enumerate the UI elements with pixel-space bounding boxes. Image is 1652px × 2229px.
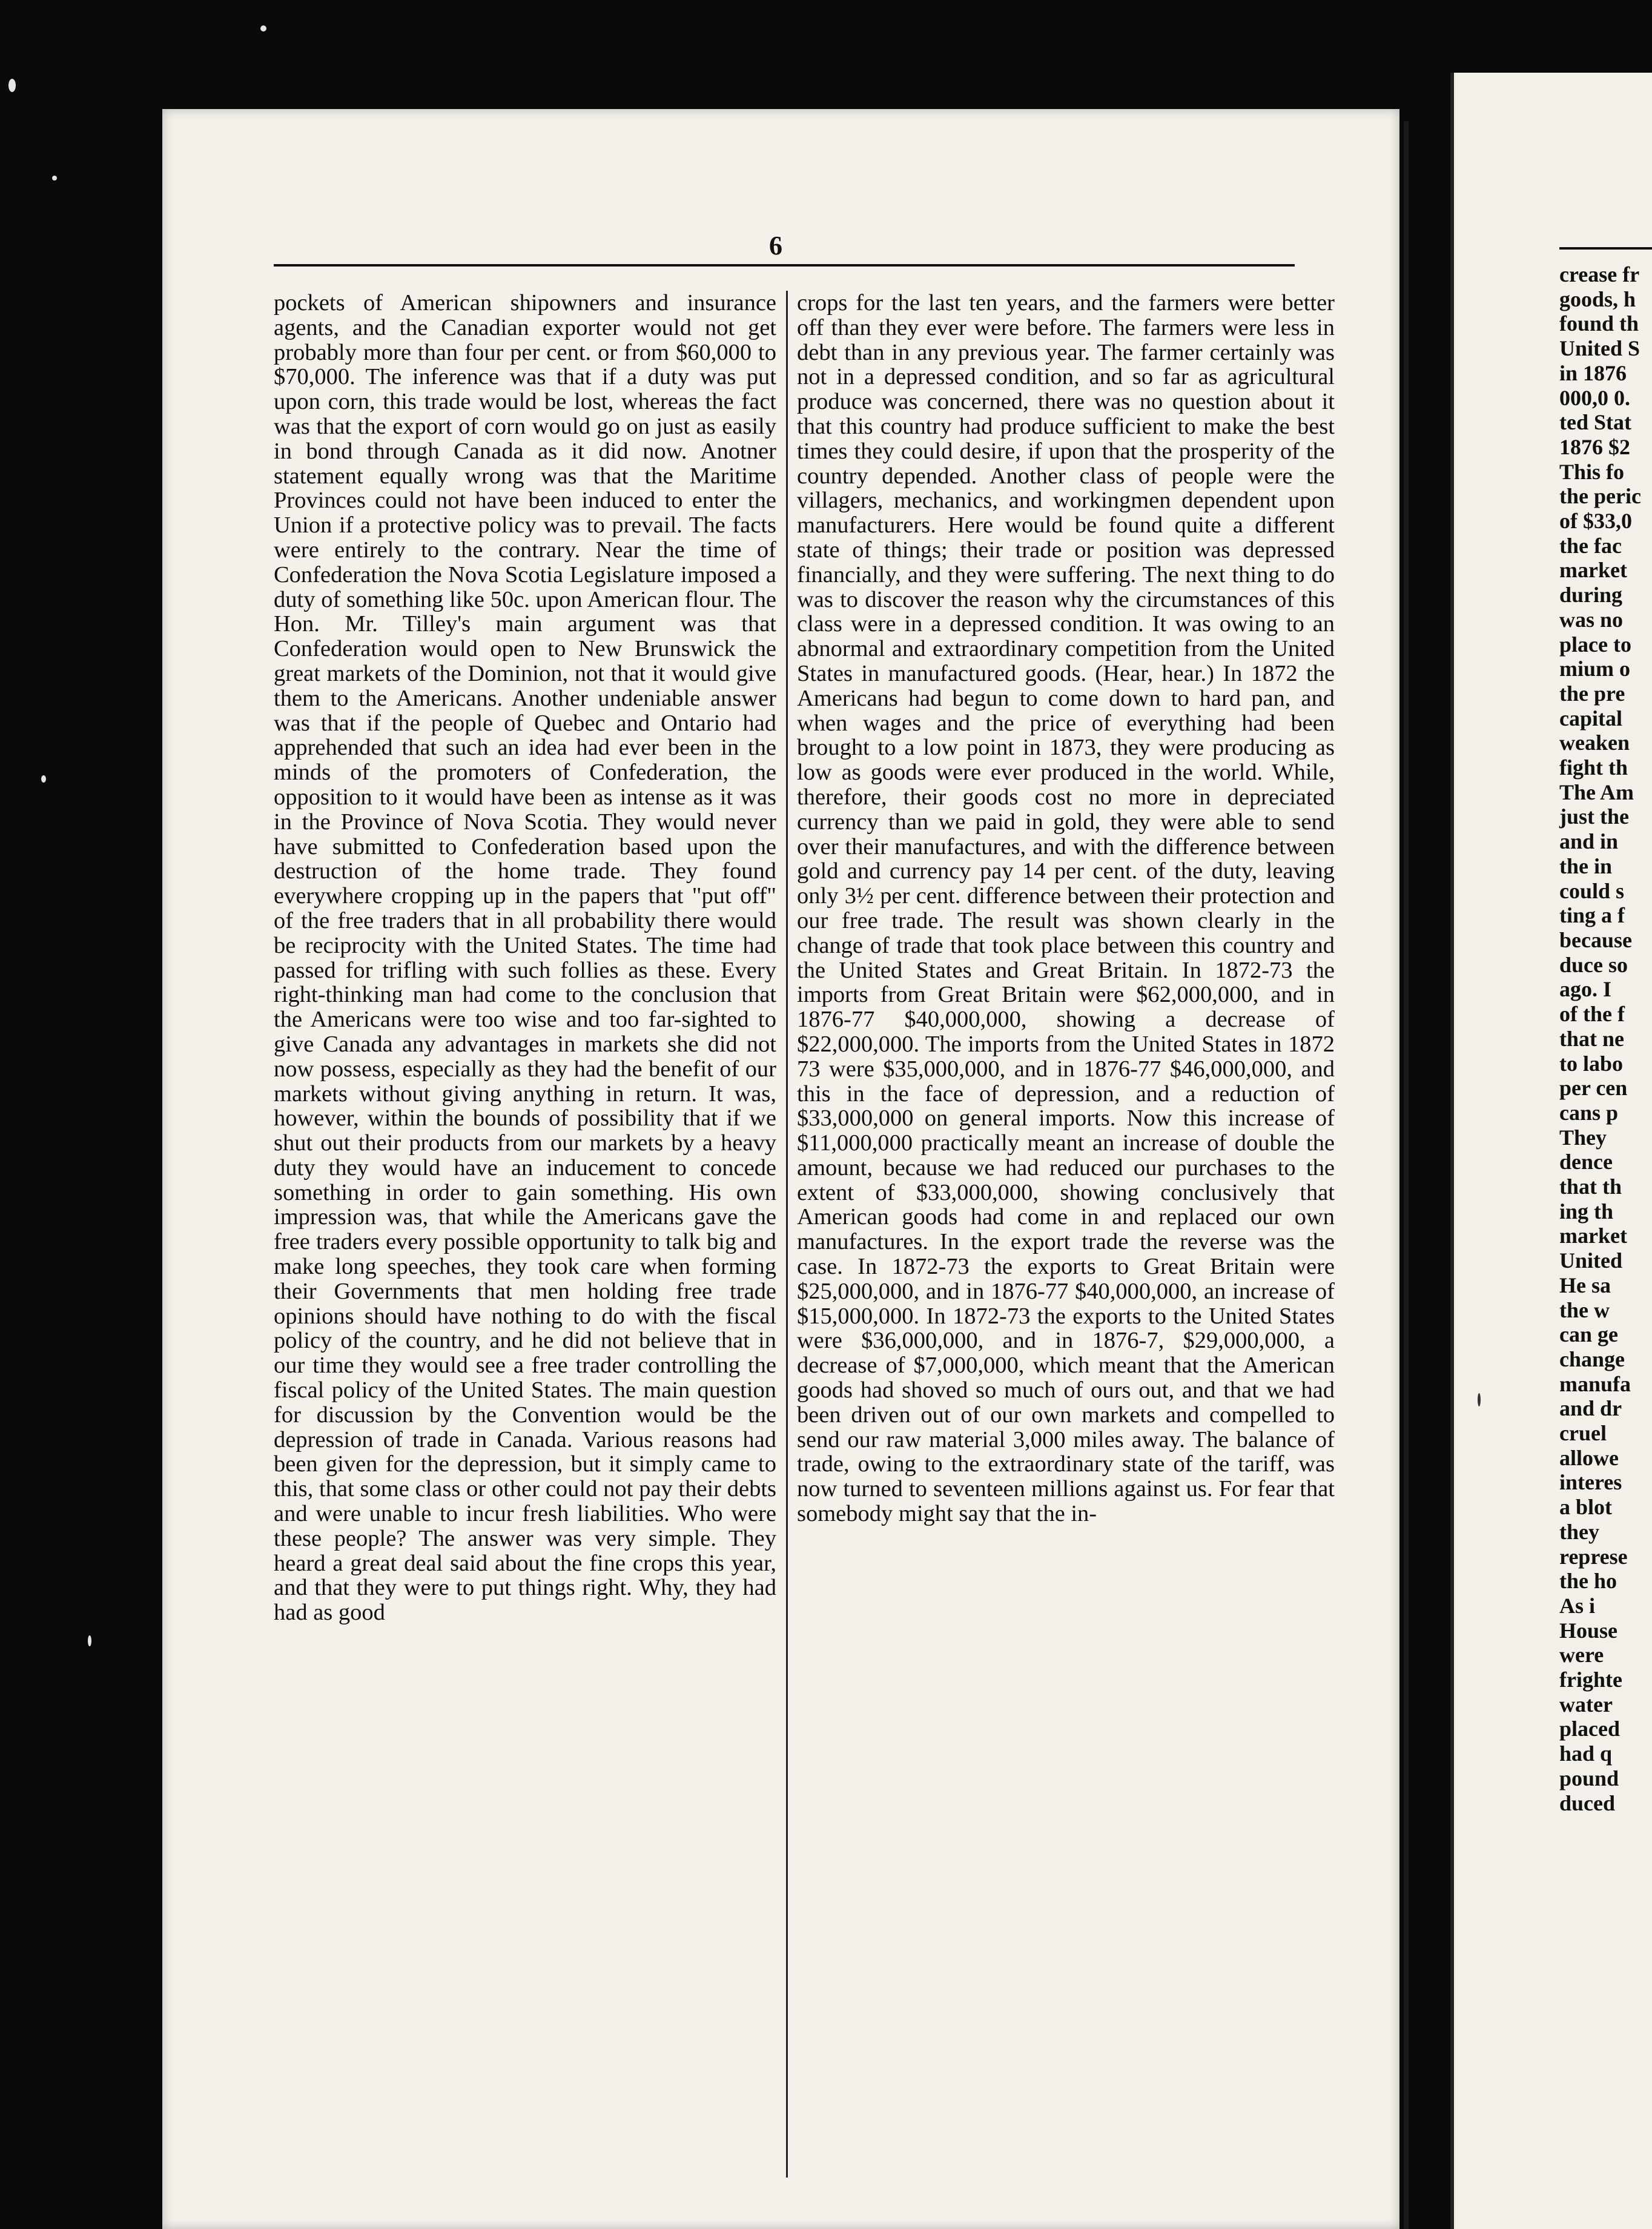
next-page-line: dence bbox=[1559, 1150, 1613, 1174]
next-page-line: market bbox=[1559, 558, 1627, 583]
next-page-line: could s bbox=[1559, 878, 1625, 903]
next-page-line: the ho bbox=[1559, 1569, 1617, 1594]
next-page-line: they bbox=[1559, 1519, 1599, 1544]
next-page-line: were bbox=[1559, 1643, 1604, 1668]
text-column-right: crops for the last ten years, and the farmers were better off than they ever were before. The farmers were less in debt than in any previous year. The farmer certainly was not in a depressed condition, and so far as agricultural produce was concerned, there was no question about it that this country had produce sufficient to make the best times they could desire, if upon that the prosperity of the country depended. Another class of people were the villagers, mechanics, and workingmen dependent upon manufacturers. Here would be found quite a different state of things; their trade or position was depressed financially, and they were suffering. The next thing to do was to discover the reason why the circumstances of this class were in a depressed condition. It was owing to an abnormal and extraordinary competition from the United States in manufactured goods. (Hear, hear.) In 1872 the Americans had begun to come down to hard pan, and when wages and the price of everything had been brought to a low point in 1873, they were producing as low as goods were ever produced in the world. While, therefore, their goods cost no more in depreciated currency than we paid in gold, they were able to send over their manufactures, and with the difference between gold and currency pay 14 per cent. of the duty, leaving only 3½ per cent. difference between their protection and our free trade. The result was shown clearly in the change of trade that took place between this country and the United States and Great Britain. In 1872-73 the imports from Great Britain were $62,000,000, and in 1876-77 $40,000,000, showing a decrease of $22,000,000. The imports from the United States in 1872 73 were $35,000,000, and in 1876-77 $46,000,000, and this in the face of depression, and a reduction of $33,000,000 on general imports. Now this increase of $11,000,000 practically meant an increase of double the amount, because we had reduced our purchases to the extent of $33,000,000, showing conclusively that American goods had come in and replaced our own manufactures. In the export trade the reverse was the case. In 1872-73 the exports to Great Britain were $25,000,000, and in 1876-77 $40,000,000, an increase of $15,000,000. In 1872-73 the exports to the United States were $36,000,000, and in 1876-7, $29,000,000, a decrease of $7,000,000, which meant that the American goods had shoved so much of ours out, and that we had been driven out of our own markets and compelled to send our raw material 3,000 miles away. The balance of trade, owing to the extraordinary state of the tariff, was now turned to seventeen millions against us. For fear that somebody might say that the in- bbox=[797, 290, 1335, 1527]
scan-speck bbox=[52, 176, 57, 181]
next-page-line: placed bbox=[1559, 1717, 1621, 1741]
text-column-left: pockets of American shipowners and insurance agents, and the Canadian exporter would not get probably more than four per cent. or from $60,000 to $70,000. The inference was that if a duty was put upon corn, this trade would be lost, whereas the fact was that the export of corn would go on just as easily in bond through Canada as it did now. Anotner statement equally wrong was that the Maritime Provinces could not have been induced to enter the Union if a protective policy was to prevail. The facts were entirely to the contrary. Near the time of Confederation the Nova Scotia Legislature imposed a duty of something like 50c. upon American flour. The Hon. Mr. Tilley's main argument was that Confederation would open to New Brunswick the great markets of the Dominion, not that it would give them to the Americans. Another undeniable answer was that if the people of Quebec and Ontario had apprehended that such an idea had ever been in the minds of the promoters of Confederation, the opposition to it would have been as intense as it was in the Province of Nova Scotia. They would never have submitted to Confederation based upon the destruction of the home trade. They found everywhere cropping up in the papers that "put off" of the free traders that in all probability there would be reciprocity with the United States. The time had passed for trifling with such follies as these. Every right-thinking man had come to the conclusion that the Americans were too wise and too far-sighted to give Canada any advantages in markets she did not now possess, especially as they had the benefit of our markets without giving anything in return. It was, however, within the bounds of possibility that if we shut out their products from our markets by a heavy duty they would have an inducement to concede something in order to gain something. His own impression was, that while the Americans gave the free traders every possible opportunity to talk big and make long speeches, they took care when forming their Governments that men holding free trade opinions should have nothing to do with the fiscal policy of the country, and he did not believe that in our time they would see a free trader controlling the fiscal policy of the United States. The main question for discussion by the Convention would be the depression of trade in Canada. Various reasons had been given for the depression, but it simply came to this, that some class or other could not pay their debts and were unable to incur fresh liabilities. Who were these people? The answer was very simple. They heard a great deal said about the fine crops this year, and that they were to put things right. Why, they had had as good bbox=[274, 290, 776, 1626]
next-page-line: and in bbox=[1559, 829, 1619, 854]
next-page-line: This fo bbox=[1559, 459, 1625, 484]
next-page-line: pound bbox=[1559, 1766, 1619, 1790]
next-page-line: duced bbox=[1559, 1790, 1616, 1815]
next-page-line: place to bbox=[1559, 632, 1631, 657]
next-page-line: They bbox=[1559, 1125, 1607, 1150]
next-page-line: the pre bbox=[1559, 681, 1625, 706]
next-page-line: 1876 $2 bbox=[1559, 434, 1630, 459]
next-page-line: can ge bbox=[1559, 1322, 1618, 1347]
next-page-line: ting a f bbox=[1559, 903, 1625, 928]
next-page-line: the fac bbox=[1559, 533, 1622, 558]
scan-speck bbox=[88, 1635, 91, 1646]
next-page-line: during bbox=[1559, 583, 1623, 608]
next-page-line: represe bbox=[1559, 1544, 1628, 1569]
next-page-line: ing th bbox=[1559, 1199, 1614, 1224]
next-page-line: interes bbox=[1559, 1470, 1622, 1495]
next-page-line: had q bbox=[1559, 1741, 1613, 1766]
scan-speck bbox=[8, 79, 16, 92]
next-page-line: to labo bbox=[1559, 1051, 1624, 1076]
next-page-line: duce so bbox=[1559, 952, 1628, 977]
next-page-fragment bbox=[1559, 262, 1652, 1815]
next-page-line: He sa bbox=[1559, 1273, 1611, 1297]
next-page-line: ago. I bbox=[1559, 977, 1612, 1002]
next-page-line: United S bbox=[1559, 336, 1640, 361]
next-page-line: weaken bbox=[1559, 730, 1630, 755]
next-page-line: crease fr bbox=[1559, 262, 1640, 286]
scan-speck bbox=[260, 25, 266, 31]
next-page-line: market bbox=[1559, 1224, 1627, 1248]
next-page-line: water bbox=[1559, 1692, 1613, 1717]
next-page-line: was no bbox=[1559, 607, 1624, 632]
next-page-line: allowe bbox=[1559, 1445, 1619, 1470]
next-page-line: ted Stat bbox=[1559, 410, 1631, 435]
next-page-line: 000,0 0. bbox=[1559, 385, 1630, 410]
next-page-line: House bbox=[1559, 1618, 1618, 1643]
page-gutter bbox=[1404, 121, 1409, 2229]
next-page-line: found th bbox=[1559, 311, 1639, 336]
next-page-line: capital bbox=[1559, 706, 1622, 730]
next-page-line: goods, h bbox=[1559, 286, 1636, 311]
next-page-line: As i bbox=[1559, 1593, 1596, 1618]
next-page-line: the peric bbox=[1559, 484, 1641, 509]
next-page-line: frighte bbox=[1559, 1668, 1622, 1692]
next-page-line: the in bbox=[1559, 853, 1613, 878]
next-page-line: because bbox=[1559, 927, 1632, 952]
next-page-line: per cen bbox=[1559, 1076, 1628, 1101]
next-page-line: mium o bbox=[1559, 657, 1630, 681]
next-page-line: of the f bbox=[1559, 1002, 1625, 1027]
next-page-line: that th bbox=[1559, 1174, 1622, 1199]
next-page-line: manufa bbox=[1559, 1371, 1631, 1396]
next-page-header-rule bbox=[1559, 247, 1652, 250]
header-rule bbox=[274, 264, 1295, 267]
next-page-line: and dr bbox=[1559, 1396, 1622, 1421]
scan-speck bbox=[41, 775, 46, 783]
next-page-line: of $33,0 bbox=[1559, 509, 1632, 534]
next-page-line: the w bbox=[1559, 1297, 1610, 1322]
next-page-line: cans p bbox=[1559, 1100, 1619, 1125]
next-page-line: The Am bbox=[1559, 780, 1634, 804]
scan-speck bbox=[1478, 1393, 1481, 1406]
next-page-line: change bbox=[1559, 1346, 1625, 1371]
next-page-line: fight th bbox=[1559, 755, 1628, 780]
next-page-line: just the bbox=[1559, 804, 1629, 829]
next-page-line: in 1876 bbox=[1559, 360, 1627, 385]
column-divider bbox=[786, 291, 788, 2178]
page-number: 6 bbox=[769, 231, 782, 260]
next-page-line: a blot bbox=[1559, 1495, 1613, 1520]
next-page-line: United bbox=[1559, 1248, 1623, 1273]
next-page-line: cruel bbox=[1559, 1421, 1607, 1446]
next-page-line: that ne bbox=[1559, 1026, 1624, 1051]
